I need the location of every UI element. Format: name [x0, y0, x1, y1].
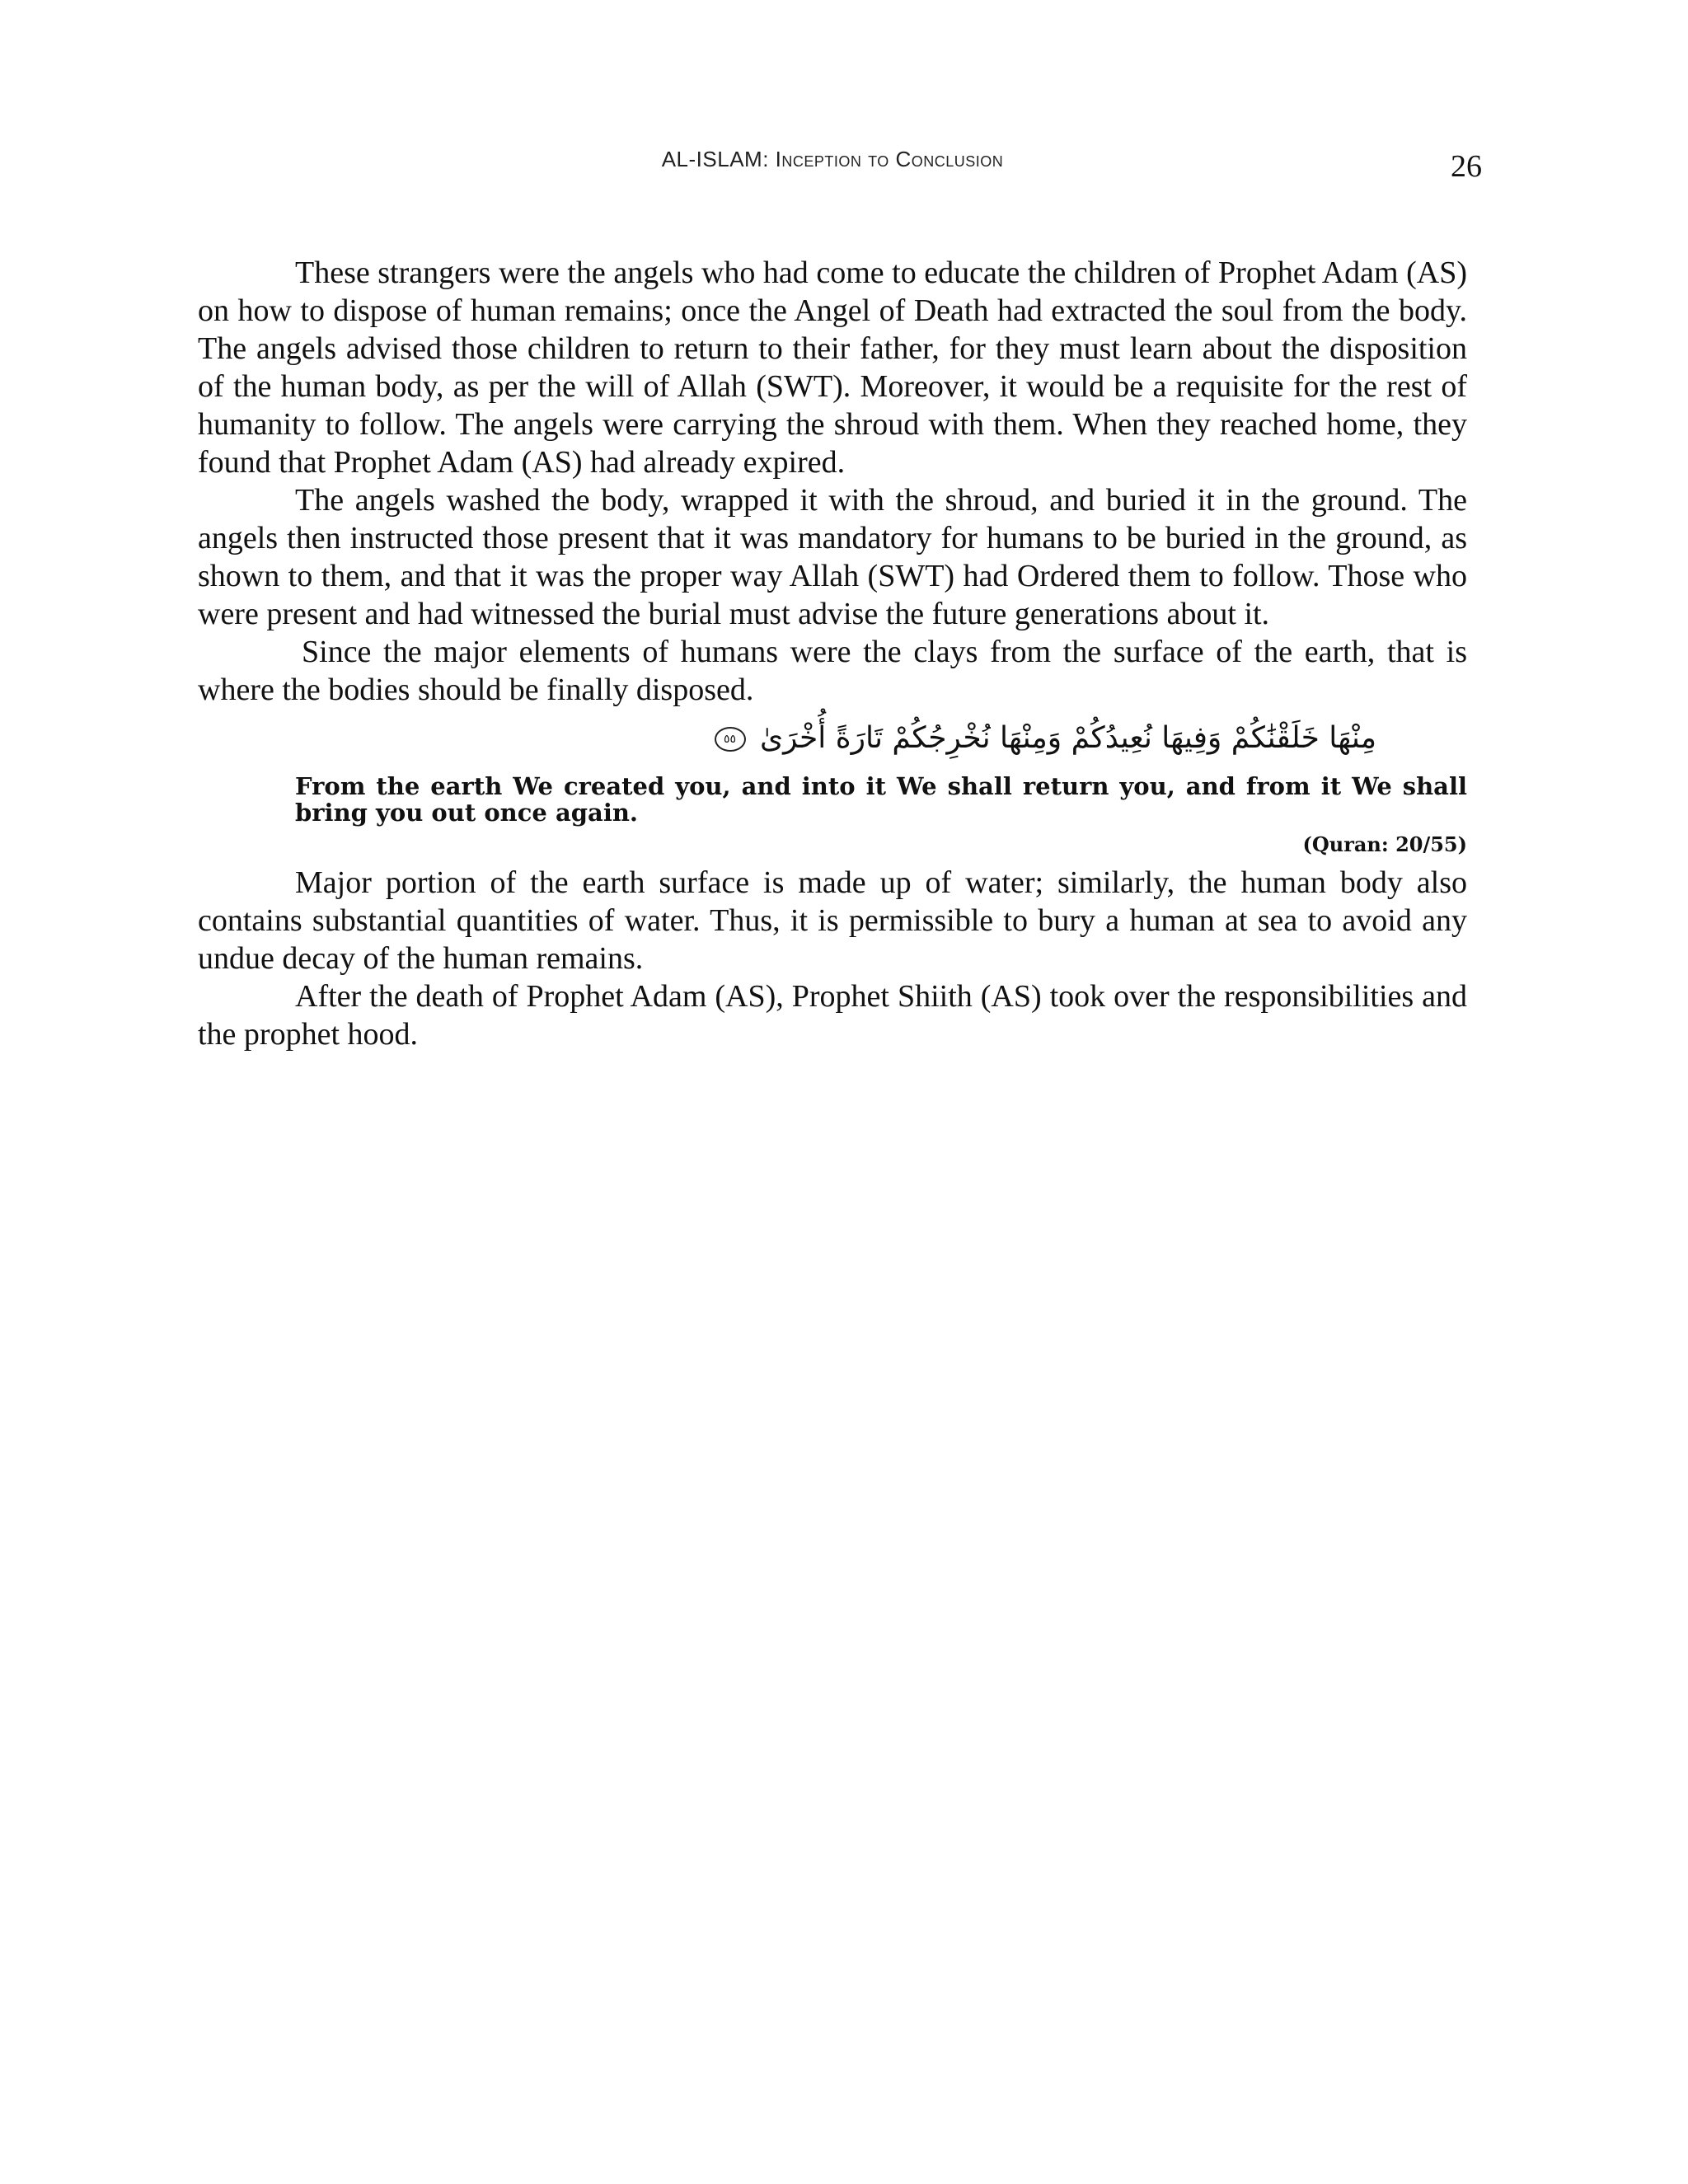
paragraph: Major portion of the earth surface is made up of water; similarly, the human body also contains substantial quantities of water. Thus, it is permissible to bury a human at sea to avoid any undue decay of the human remains. — [198, 865, 1467, 976]
paragraph: The angels washed the body, wrapped it with the shroud, and buried it in the ground. The angels then instructed those present that it was mandatory for humans to be buried in the ground, as shown to them, and that it was the proper way Allah (SWT) had Ordered them to follow. Those who were present and had witnessed the burial must advise the future generations about it. — [198, 483, 1467, 631]
paragraph: After the death of Prophet Adam (AS), Prophet Shiith (AS) took over the responsibilities and the prophet hood. — [198, 979, 1467, 1052]
paragraph: Since the major elements of humans were the clays from the surface of the earth, that is where the bodies should be finally disposed. — [198, 635, 1467, 707]
arabic-verse — [198, 714, 1376, 763]
page-number: 26 — [1451, 149, 1482, 184]
verse-citation: (Quran: 20/55) — [1302, 832, 1467, 856]
running-header: AL-ISLAM: Inception to Conclusion — [661, 147, 1004, 171]
body-text — [198, 254, 1467, 1053]
arabic-verse-text: مِنْهَا خَلَقْنَٰكُمْ وَفِيهَا نُعِيدُكُمْ وَمِنْهَا نُخْرِجُكُمْ تَارَةً أُخْرَىٰ — [759, 721, 1376, 755]
paragraph: These strangers were the angels who had come to educate the children of Prophet Adam (AS) on how to dispose of human remains; once the Angel of Death had extracted the soul from the body. The angels advised those children to return to their father, for they must learn about the disposition of the human body, as per the will of Allah (SWT). Moreover, it would be a requisite for the rest of humanity to follow. The angels were carrying the shroud with them. When they reached home, they found that Prophet Adam (AS) had already expired. — [198, 255, 1467, 480]
ayah-number-mark: ٥٥ — [715, 727, 746, 752]
verse-translation: From the earth We created you, and into it We shall return you, and from it We shall bring you out once again. — [295, 772, 1467, 827]
